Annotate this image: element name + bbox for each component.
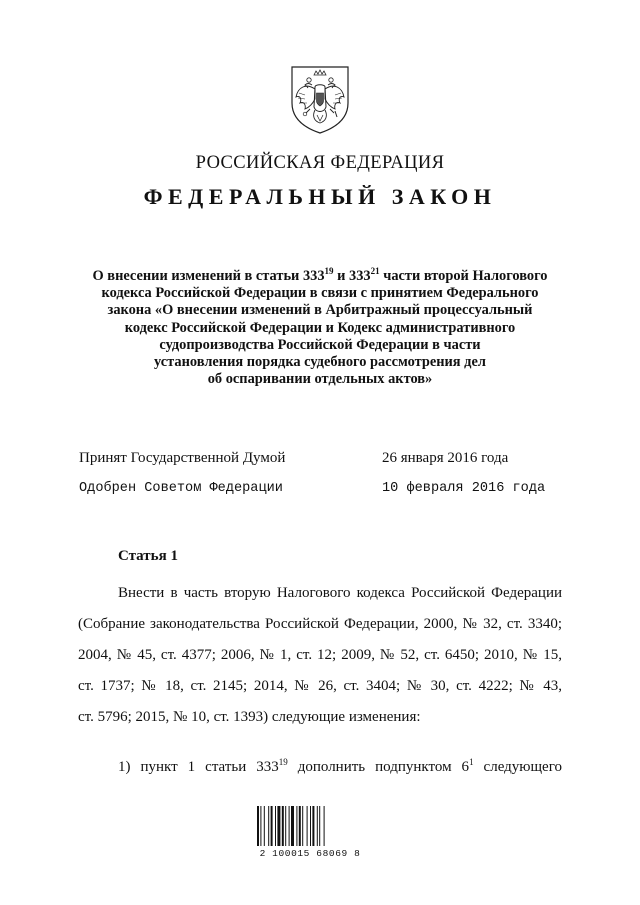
article-item (78, 752, 562, 783)
title-line: установления порядка судебного рассмотрения дел (154, 354, 486, 371)
title-line: судопроизводства Российской Федерации в части (159, 336, 481, 353)
title-text: части второй Налогового (379, 268, 548, 284)
barcode-number: 2 100015 68069 8 (259, 848, 361, 859)
duma-adoption-label: Принят Государственной Думой (79, 450, 286, 466)
title-superscript: 21 (370, 266, 380, 277)
paragraph-line: ст. 1737; № 18, ст. 2145; 2014, № 26, ст. 3404; № 30, ст. 4222; № 43, (78, 678, 562, 694)
article-heading: Статья 1 (118, 548, 178, 564)
item-superscript: 19 (278, 757, 288, 767)
title-text: и 333 (333, 268, 371, 284)
article-paragraph (78, 578, 562, 733)
title-superscript: 19 (324, 266, 334, 277)
paragraph-line: ст. 5796; 2015, № 10, ст. 1393) следующие изменения: (78, 709, 421, 725)
council-approval-date: 10 февраля 2016 года (382, 481, 546, 496)
paragraph-line: 2004, № 45, ст. 4377; 2006, № 1, ст. 12; 2009, № 52, ст. 6450; 2010, № 15, (78, 647, 562, 663)
item-text: следующего (473, 759, 562, 775)
country-name: РОССИЙСКАЯ ФЕДЕРАЦИЯ (195, 153, 445, 173)
item-text: дополнить подпунктом 6 (287, 759, 470, 775)
paragraph-line: Внести в часть вторую Налогового кодекса Российской Федерации (118, 585, 562, 601)
law-title (60, 268, 580, 388)
paragraph-line (78, 752, 562, 783)
title-text: О внесении изменений в статьи 333 (92, 268, 325, 284)
barcode (256, 806, 364, 846)
duma-adoption-date: 26 января 2016 года (382, 450, 509, 466)
title-line: закона «О внесении изменений в Арбитражный процессуальный (107, 302, 533, 319)
item-text: 1) пункт 1 статьи 333 (118, 759, 279, 775)
title-line: об оспаривании отдельных актов» (207, 371, 433, 388)
coat-of-arms-emblem (288, 63, 352, 135)
document-type-heading: ФЕДЕРАЛЬНЫЙ ЗАКОН (143, 184, 497, 209)
title-line: кодекса Российской Федерации в связи с принятием Федерального (101, 285, 539, 302)
paragraph-line: (Собрание законодательства Российской Федерации, 2000, № 32, ст. 3340; (78, 616, 562, 632)
title-line: кодекс Российской Федерации и Кодекс административного (124, 319, 516, 336)
item-superscript: 1 (469, 757, 474, 767)
council-approval-label: Одобрен Советом Федерации (79, 481, 283, 496)
